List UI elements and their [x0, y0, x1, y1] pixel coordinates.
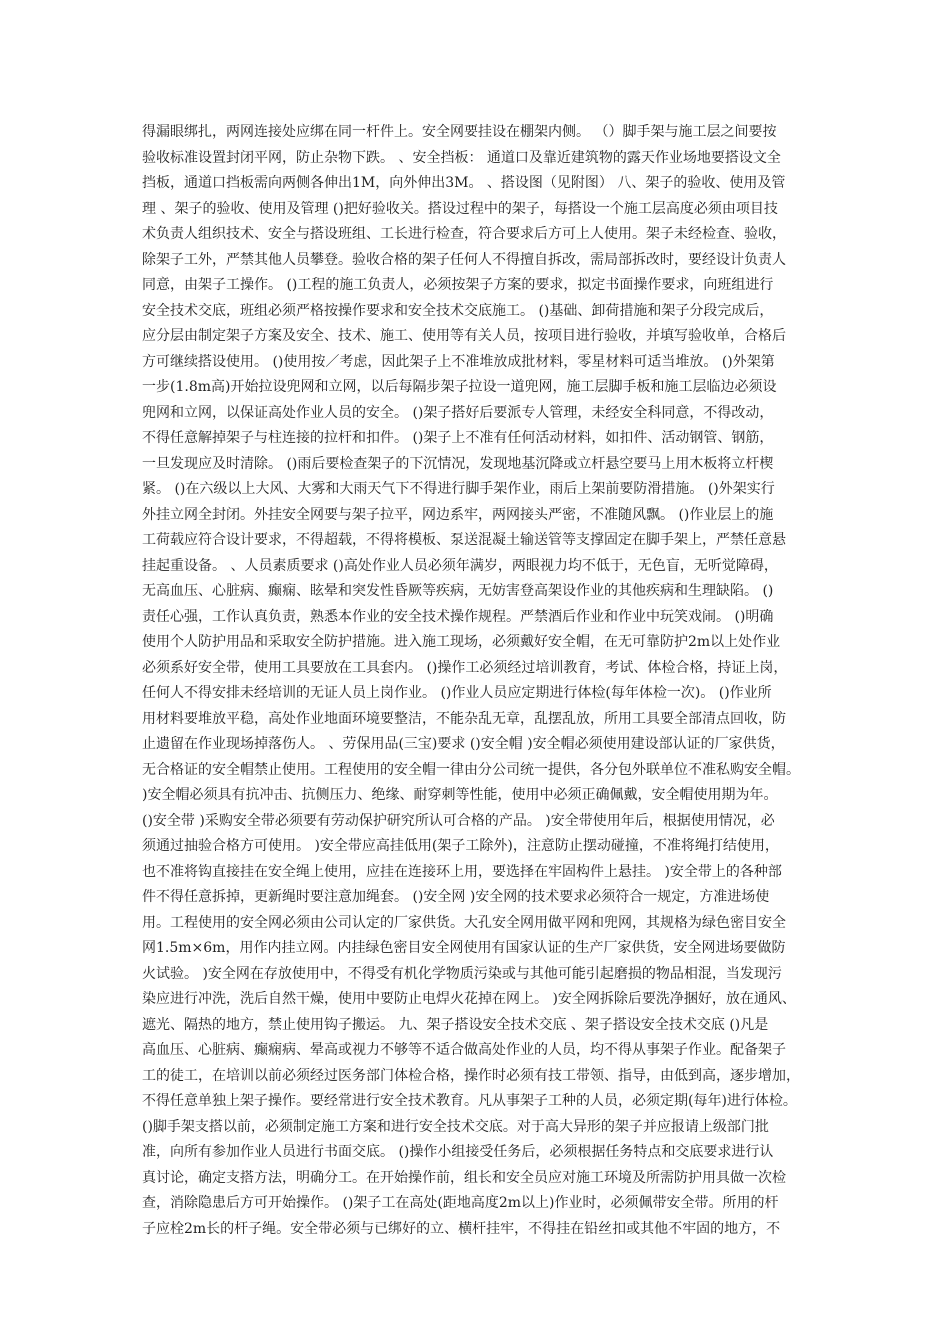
text-line: 必须系好安全带，使用工具要放在工具套内。 ()操作工必须经过培训教育，考试、体检合格，持证上岗， — [142, 659, 788, 676]
text-line: 紧。 ()在六级以上大风、大雾和大雨天气下不得进行脚手架作业，雨后上架前要防滑措施。 ()外架实行 — [142, 481, 775, 497]
text-line: 兜网和立网，以保证高处作业人员的安全。 ()架子搭好后要派专人管理，未经安全科同意，不得改动， — [142, 404, 774, 421]
text-line: ()安全带 )采购安全带必须要有劳动保护研究所认可合格的产品。 )安全带使用年后，根据使用情况，必 — [142, 812, 775, 829]
text-line: 用材料要堆放平稳，高处作业地面环境要整洁，不能杂乱无章，乱摆乱放，所用工具要全部清点回收，防 — [142, 710, 786, 727]
text-line: 止遗留在作业现场掉落伤人。 、劳保用品(三宝)要求 ()安全帽 )安全帽必须使用建设部认证的厂家供货， — [142, 736, 785, 752]
text-line: 火试验。 )安全网在存放使用中，不得受有机化学物质污染或与其他可能引起磨损的物品相混，当发现污 — [142, 965, 782, 982]
text-line: 无合格证的安全帽禁止使用。工程使用的安全帽一律由分公司统一提供，各分包外联单位不准私购安全帽。 — [142, 761, 800, 778]
text-line: 真讨论，确定支搭方法，明确分工。在开始操作前，组长和安全员应对施工环境及所需防护用具做一次检 — [142, 1169, 786, 1186]
text-line: 验收标准设置封闭平网，防止杂物下跌。 、安全挡板： 通道口及靠近建筑物的露天作业场地要搭设文全 — [142, 149, 781, 166]
text-line: 高血压、心脏病、癫痫病、晕高或视力不够等不适合做高处作业的人员，均不得从事架子作业。配备架子 — [142, 1042, 786, 1058]
text-line: 不得任意单独上架子操作。要经常进行安全技术教育。凡从事架子工种的人员，必须定期(每年)进行体检。 — [142, 1093, 797, 1109]
text-line: 工荷载应符合设计要求，不得超载，不得将模板、泵送混凝土输送管等支撑固定在脚手架上，严禁任意悬 — [142, 532, 786, 548]
text-line: 子应栓2m长的杆子绳。安全带必须与已绑好的立、横杆挂牢，不得挂在铅丝扣或其他不牢固的地方，不 — [142, 1220, 781, 1237]
text-line: 件不得任意拆掉，更新绳时要注意加绳套。 ()安全网 )安全网的技术要求必须符合一规定，方准进场使 — [142, 889, 770, 905]
text-line: 也不准将钩直接挂在安全绳上使用，应挂在连接环上用，要选择在牢固构件上悬挂。 )安全带上的各种部 — [142, 863, 782, 880]
text-line: 准，向所有参加作业人员进行书面交底。 ()操作小组接受任务后，必须根据任务特点和交底要求进行认 — [142, 1144, 774, 1160]
text-line: 理 、架子的验收、使用及管理 ()把好验收关。搭设过程中的架子，每搭设一个施工层高度必须由项目技 — [142, 200, 778, 217]
text-line: 任何人不得安排未经培训的无证人员上岗作业。 ()作业人员应定期进行体检(每年体检一次)。 ()作业所 — [142, 685, 772, 701]
text-line: 方可继续搭设使用。 ()使用按／考虑，因此架子上不准堆放成批材料，零星材料可适当堆放。 ()外架第 — [142, 353, 775, 370]
text-line: ()脚手架支搭以前，必须制定施工方案和进行安全技术交底。对于高大异形的架子并应报请上级部门批 — [142, 1118, 769, 1135]
text-line: 同意，由架子工操作。 ()工程的施工负责人，必须按架子方案的要求，拟定书面操作要求，向班组进行 — [142, 277, 774, 293]
text-line: 遮光、隔热的地方，禁止使用钩子搬运。 九、架子搭设安全技术交底 、架子搭设安全技术交底 ()凡是 — [142, 1016, 769, 1033]
text-line: 外挂立网全封闭。外挂安全网要与架子拉平，网边系牢，两网接头严密，不准随风飘。 ()作业层上的施 — [142, 506, 774, 523]
text-line: 查，消除隐患后方可开始操作。 ()架子工在高处(距地高度2m以上)作业时，必须佩带安全带。所用的杆 — [142, 1195, 779, 1211]
text-line: 不得任意解掉架子与柱连接的拉杆和扣件。 ()架子上不准有任何活动材料，如扣件、活动钢管、钢筋， — [142, 430, 774, 446]
text-line: 染应进行冲洗，洗后自然干燥，使用中要防止电焊火花掉在网上。 )安全网拆除后要洗净捆好，放在通风、 — [142, 991, 796, 1007]
text-line: 用。工程使用的安全网必须由公司认定的厂家供货。大孔安全网用做平网和兜网，其规格为绿色密目安全 — [142, 914, 786, 931]
text-line: 挡板，通道口挡板需向两侧各伸出1M，向外伸出3M。 、搭设图（见附图） 八、架子的验收、使用及管 — [142, 175, 786, 191]
text-line: 挂起重设备。 、人员素质要求 ()高处作业人员必须年满岁，两眼视力均不低于，无色盲，无听觉障碍， — [142, 557, 778, 574]
text-line: 得漏眼绑扎，两网连接处应绑在同一杆件上。安全网要挂设在棚架内侧。 （）脚手架与施工层之间要按 — [142, 124, 777, 140]
text-line: 应分层由制定架子方案及安全、技术、施工、使用等有关人员，按项目进行验收，并填写验收单，合格后 — [142, 328, 786, 344]
text-line: 使用个人防护用品和采取安全防护措施。进入施工现场，必须戴好安全帽，在无可靠防护2m以上处作业 — [142, 634, 781, 650]
text-line: 工的徒工，在培训以前必须经过医务部门体检合格，操作时必须有技工带领、指导，由低到高，逐步增加， — [142, 1067, 800, 1084]
document-body — [142, 120, 810, 1242]
text-line: 术负责人组织技术、安全与搭设班组、工长进行检查，符合要求后方可上人使用。架子未经检查、验收， — [142, 226, 786, 242]
text-line: 除架子工外，严禁其他人员攀登。验收合格的架子任何人不得擅自拆改，需局部拆改时，要经设计负责人 — [142, 251, 786, 268]
text-line: 责任心强，工作认真负责，熟悉本作业的安全技术操作规程。严禁酒后作业和作业中玩笑戏闹。 ()明确 — [142, 608, 774, 625]
text-line: 安全技术交底，班组必须严格按操作要求和安全技术交底施工。 ()基础、卸荷措施和架子分段完成后， — [142, 302, 774, 319]
text-line: 无高血压、心脏病、癫痫、眩晕和突发性昏厥等疾病，无妨害登高架设作业的其他疾病和生理缺陷。 () — [142, 583, 774, 599]
text-line: 一旦发现应及时清除。 ()雨后要检查架子的下沉情况，发现地基沉降或立杆悬空要马上用木板将立杆楔 — [142, 455, 774, 472]
text-line: 网1.5m×6m，用作内挂立网。内挂绿色密目安全网使用有国家认证的生产厂家供货，安全网进场要做防 — [142, 940, 786, 956]
text-line: 一步(1.8m高)开始拉设兜网和立网，以后每隔步架子拉设一道兜网，施工层脚手板和施工层临边必须设 — [142, 379, 777, 395]
text-line: )安全帽必须具有抗冲击、抗侧压力、绝缘、耐穿刺等性能，使用中必须正确佩戴，安全帽使用期为年。 — [142, 787, 778, 803]
text-line: 须通过抽验合格方可使用。 )安全带应高挂低用(架子工除外)，注意防止摆动碰撞，不准将绳打结使用， — [142, 838, 779, 854]
